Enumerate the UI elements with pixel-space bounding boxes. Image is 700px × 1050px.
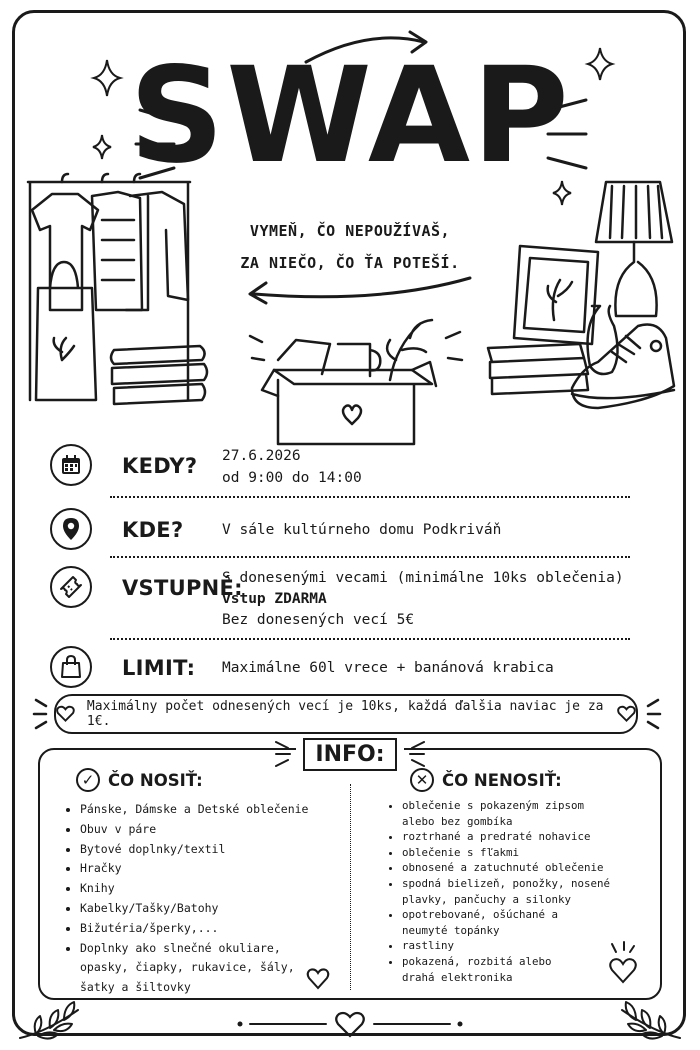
decorative-dashes-icon xyxy=(30,694,50,734)
decorative-dashes-icon xyxy=(644,694,664,734)
when-date: 27.6.2026 xyxy=(222,448,301,464)
heart-icon xyxy=(606,940,640,986)
list-item: • Knihy xyxy=(80,879,344,899)
dont-heading xyxy=(410,768,562,792)
shopping-bag-icon xyxy=(50,646,92,688)
check-icon: ✓ xyxy=(76,768,100,792)
calendar-icon xyxy=(50,444,92,486)
limit-text: Maximálne 60l vrece + banánová krabica xyxy=(222,660,554,676)
list-item: • Bižutéria/šperky,... xyxy=(80,919,344,939)
limit-label: LIMIT: xyxy=(122,656,196,680)
entry-fee: Bez donesených vecí 5€ xyxy=(222,612,415,628)
list-item: • Bytové doplnky/textil xyxy=(80,840,344,860)
list-item: • Obuv v páre xyxy=(80,820,344,840)
wear-list xyxy=(64,800,344,998)
ticket-icon xyxy=(50,566,92,608)
column-divider xyxy=(350,784,351,990)
list-item: • roztrhané a predraté nohavice xyxy=(402,829,626,845)
clothes-rack-icon xyxy=(22,170,222,430)
max-items-note xyxy=(54,694,638,734)
cross-icon: ✕ xyxy=(410,768,434,792)
divider xyxy=(110,496,630,498)
leaf-branch-icon xyxy=(614,998,684,1042)
where-place: V sále kultúrneho domu Podkriváň xyxy=(222,522,502,538)
list-item: • Doplnky ako slnečné okuliare, opasky, čiapky, rukavice, šály, šatky a šiltovky xyxy=(80,939,312,998)
home-decor-icon xyxy=(488,176,680,418)
dont-list xyxy=(386,798,626,985)
divider xyxy=(110,556,630,558)
list-item: • oblečenie s fľakmi xyxy=(402,845,626,861)
curved-arrow-left-icon xyxy=(240,270,480,310)
entry-label: VSTUPNÉ: xyxy=(122,576,243,600)
list-item: • Kabelky/Tašky/Batohy xyxy=(80,899,344,919)
list-item: • rastliny xyxy=(402,938,626,954)
list-item: • opotrebované, ošúchané a neumyté topánky xyxy=(402,907,572,938)
when-label: KEDY? xyxy=(122,454,198,478)
swap-box-icon xyxy=(250,310,470,455)
entry-free: vstup ZDARMA xyxy=(222,591,327,607)
dont-heading-text: ČO NENOSIŤ: xyxy=(442,770,562,790)
list-item: • spodná bielizeň, ponožky, nosené plavky, pančuchy a silonky xyxy=(402,876,612,907)
list-item: • oblečenie s pokazeným zipsom alebo bez gombíka xyxy=(402,798,592,829)
leaf-branch-icon xyxy=(16,998,86,1042)
decorative-dashes-icon xyxy=(406,738,428,770)
where-label: KDE? xyxy=(122,518,184,542)
list-item: • Pánske, Dámske a Detské oblečenie xyxy=(80,800,344,820)
max-items-text: Maximálny počet odnesených vecí je 10ks, každá ďalšia naviac je za 1€. xyxy=(86,699,604,729)
list-item: • obnosené a zatuchnuté oblečenie xyxy=(402,860,626,876)
heart-icon xyxy=(617,705,636,723)
heart-icon xyxy=(306,968,330,990)
info-title: INFO: xyxy=(303,738,396,771)
list-item: • pokazená, rozbitá alebo drahá elektronika xyxy=(402,954,562,985)
entry-condition: S donesenými vecami (minimálne 10ks oblečenia) xyxy=(222,570,624,586)
info-label xyxy=(296,734,404,774)
bottom-heart-divider-icon xyxy=(236,1008,464,1038)
when-time: od 9:00 do 14:00 xyxy=(222,470,362,486)
wear-heading-text: ČO NOSIŤ: xyxy=(108,770,203,790)
heart-icon xyxy=(56,705,75,723)
poster-title: SWAP xyxy=(129,39,571,193)
tagline-line-1: VYMEŇ, ČO NEPOUŽÍVAŠ, xyxy=(249,222,451,240)
decorative-dashes-icon xyxy=(272,738,294,770)
tagline-line-2: ZA NIEČO, ČO ŤA POTEŠÍ. xyxy=(240,254,460,272)
list-item: • Hračky xyxy=(80,859,344,879)
divider xyxy=(110,638,630,640)
location-pin-icon xyxy=(50,508,92,550)
wear-heading xyxy=(76,768,203,792)
